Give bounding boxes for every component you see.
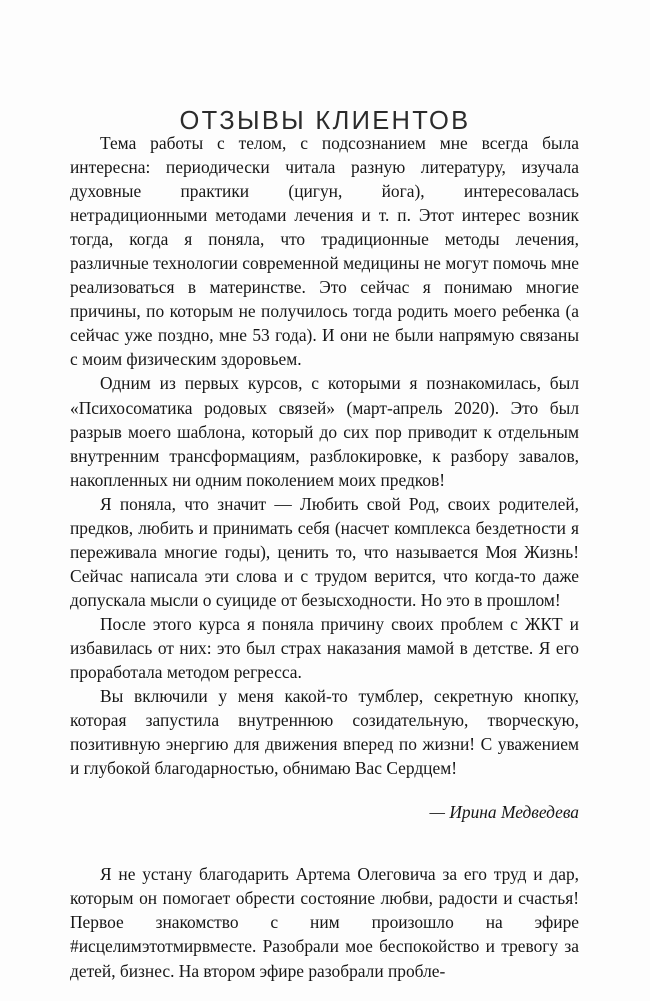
paragraph: Я не устану благодарить Артема Олеговича за его труд и дар, которым он помогает обрести состояние любви, радости и счастья! Первое знакомство с ним произошло на эфире #исцелимэтотмирвместе. Разобрали мое беспокойство и тревогу за детей, бизнес. На втором эфире разобрали пробле- bbox=[70, 864, 579, 981]
paragraph: Я поняла, что значит — Любить свой Род, своих родителей, предков, любить и принимать себя (насчет комплекса бездетности я переживала многие годы), ценить то, что называется Моя Жизнь! Сейчас написала эти слова и с трудом верится, что когда-то даже допускала мысли о суициде от безысходности. Но это в прошлом! bbox=[70, 493, 579, 610]
page-title: ОТЗЫВЫ КЛИЕНТОВ bbox=[179, 107, 471, 136]
paragraph: Одним из первых курсов, с которыми я познакомилась, был «Психосоматика родовых связей» (март-апрель 2020). Это был разрыв моего шаблона, который до сих пор приводит к отдельным внутренним трансформациям, разблокировке, к разбору завалов, накопленных ни одним поколением моих предков! bbox=[70, 373, 579, 490]
testimonial-block bbox=[70, 862, 579, 982]
testimonial-divider-space bbox=[70, 824, 579, 862]
paragraph: Тема работы с телом, с подсознанием мне всегда была интересна: периодически читала разную литературу, изучала духовные практики (цигун, йога), интересовалась нетрадиционными методами лечения и т. п. Этот интерес возник тогда, когда я поняла, что традиционные методы лечения, различные технологии современной медицины не могут помочь мне реализоваться в материнстве. Это сейчас я понимаю многие причины, по которым не получилось тогда родить моего ребенка (а сейчас уже поздно, мне 53 года). И они не были напрямую связаны с моим физическим здоровьем. bbox=[70, 133, 579, 370]
testimonial-block bbox=[70, 131, 579, 824]
testimonial-signature: — Ирина Медведева bbox=[429, 802, 579, 823]
paragraph: Вы включили у меня какой-то тумблер, секретную кнопку, которая запустила внутреннюю созидательную, творческую, позитивную энергию для движения вперед по жизни! С уважением и глубокой благодарностью, обнимаю Вас Сердцем! bbox=[70, 686, 579, 779]
paragraph: После этого курса я поняла причину своих проблем с ЖКТ и избавилась от них: это был страх наказания мамой в детстве. Я его проработала методом регресса. bbox=[70, 613, 579, 683]
text-column bbox=[70, 131, 579, 983]
